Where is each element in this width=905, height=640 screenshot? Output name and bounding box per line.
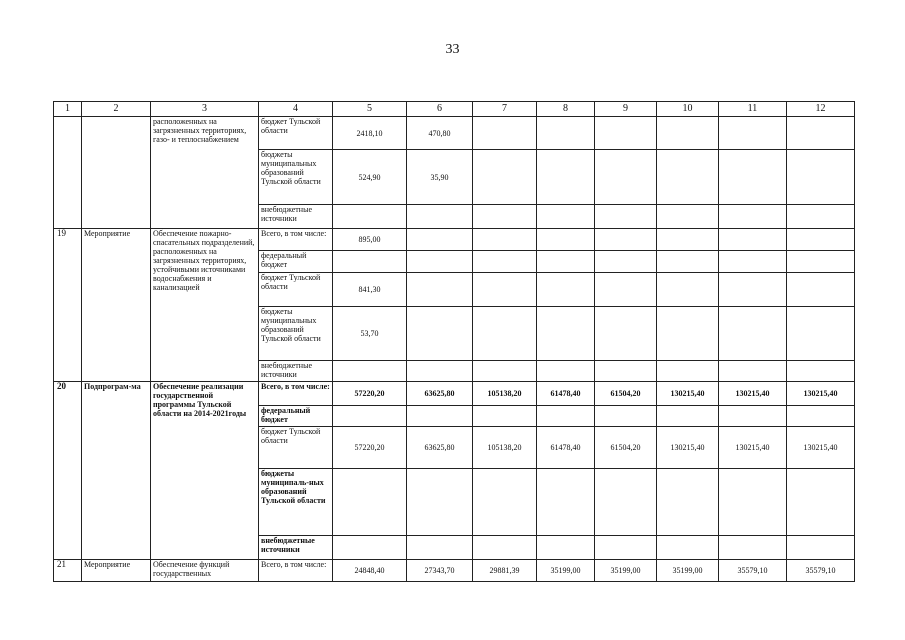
budget-table: [53, 101, 855, 582]
row-description: Обеспечение реализации государственной программы Тульской области на 2014-2021годы: [151, 382, 259, 560]
value-cell: 105138,20: [473, 427, 537, 469]
empty-cell: [595, 307, 657, 361]
table-row: [54, 229, 855, 251]
empty-cell: [537, 251, 595, 273]
empty-cell: [407, 361, 473, 382]
empty-cell: [787, 469, 855, 536]
col-header: 10: [657, 102, 719, 117]
empty-cell: [473, 406, 537, 427]
page-number: 33: [445, 42, 460, 57]
funding-source: бюджеты муниципальных образований Тульской области: [259, 150, 333, 205]
empty-cell: [595, 150, 657, 205]
empty-cell: [787, 406, 855, 427]
empty-cell: [719, 469, 787, 536]
value-cell: 35199,00: [657, 560, 719, 582]
empty-cell: [719, 361, 787, 382]
row-type: [82, 117, 151, 229]
value-cell: 24848,40: [333, 560, 407, 582]
empty-cell: [595, 406, 657, 427]
row-number: [54, 117, 82, 229]
value-cell: 130215,40: [719, 382, 787, 406]
empty-cell: [657, 469, 719, 536]
col-header: 7: [473, 102, 537, 117]
funding-source: бюджет Тульской области: [259, 117, 333, 150]
value-cell: 35579,10: [787, 560, 855, 582]
funding-source: бюджет Тульской области: [259, 427, 333, 469]
value-cell: 61504,20: [595, 427, 657, 469]
col-header: 5: [333, 102, 407, 117]
value-cell: 61478,40: [537, 382, 595, 406]
empty-cell: [719, 273, 787, 307]
value-cell: 61478,40: [537, 427, 595, 469]
funding-source: бюджеты муниципаль-ных образований Тульской области: [259, 469, 333, 536]
empty-cell: [333, 205, 407, 229]
empty-cell: [719, 536, 787, 560]
funding-source: внебюджетные источники: [259, 536, 333, 560]
value-cell: 35199,00: [537, 560, 595, 582]
col-header: 2: [82, 102, 151, 117]
funding-source: внебюджетные источники: [259, 205, 333, 229]
empty-cell: [595, 536, 657, 560]
empty-cell: [407, 251, 473, 273]
row-type: Подпрограм-ма: [82, 382, 151, 560]
col-header: 8: [537, 102, 595, 117]
empty-cell: [719, 150, 787, 205]
empty-cell: [787, 251, 855, 273]
value-cell: 841,30: [333, 273, 407, 307]
funding-source: Всего, в том числе:: [259, 229, 333, 251]
empty-cell: [333, 251, 407, 273]
value-cell: 61504,20: [595, 382, 657, 406]
row-number: 19: [54, 229, 82, 382]
table-row: [54, 560, 855, 582]
funding-source: бюджет Тульской области: [259, 273, 333, 307]
empty-cell: [473, 307, 537, 361]
row-number: 21: [54, 560, 82, 582]
empty-cell: [787, 205, 855, 229]
value-cell: 63625,80: [407, 427, 473, 469]
empty-cell: [787, 273, 855, 307]
empty-cell: [473, 229, 537, 251]
value-cell: 130215,40: [657, 427, 719, 469]
col-header: 11: [719, 102, 787, 117]
value-cell: 895,00: [333, 229, 407, 251]
col-header: 9: [595, 102, 657, 117]
empty-cell: [595, 251, 657, 273]
empty-cell: [473, 117, 537, 150]
empty-cell: [787, 307, 855, 361]
empty-cell: [595, 273, 657, 307]
table-row: [54, 117, 855, 150]
value-cell: 57220,20: [333, 382, 407, 406]
empty-cell: [719, 205, 787, 229]
empty-cell: [657, 273, 719, 307]
value-cell: 53,70: [333, 307, 407, 361]
empty-cell: [657, 229, 719, 251]
funding-source: внебюджетные источники: [259, 361, 333, 382]
funding-source: федеральный бюджет: [259, 251, 333, 273]
empty-cell: [333, 536, 407, 560]
row-type: Мероприятие: [82, 229, 151, 382]
row-description: расположенных на загрязненных территориях, газо- и теплоснабжением: [151, 117, 259, 229]
empty-cell: [719, 251, 787, 273]
empty-cell: [537, 229, 595, 251]
empty-cell: [407, 406, 473, 427]
value-cell: 105138,20: [473, 382, 537, 406]
table-row: [54, 382, 855, 406]
empty-cell: [719, 406, 787, 427]
empty-cell: [407, 307, 473, 361]
value-cell: 35199,00: [595, 560, 657, 582]
empty-cell: [787, 536, 855, 560]
empty-cell: [657, 406, 719, 427]
empty-cell: [537, 117, 595, 150]
value-cell: 470,80: [407, 117, 473, 150]
col-header: 3: [151, 102, 259, 117]
empty-cell: [537, 406, 595, 427]
funding-source: бюджеты муниципальных образований Тульской области: [259, 307, 333, 361]
funding-source: федеральный бюджет: [259, 406, 333, 427]
empty-cell: [595, 361, 657, 382]
row-description: Обеспечение пожарно-спасательных подразделений, расположенных на загрязненных территориях, устойчивыми источниками водоснабжения и канализацией: [151, 229, 259, 382]
empty-cell: [473, 251, 537, 273]
empty-cell: [473, 361, 537, 382]
empty-cell: [787, 229, 855, 251]
col-header: 4: [259, 102, 333, 117]
empty-cell: [407, 273, 473, 307]
empty-cell: [657, 205, 719, 229]
empty-cell: [787, 150, 855, 205]
value-cell: 27343,70: [407, 560, 473, 582]
empty-cell: [595, 205, 657, 229]
value-cell: 130215,40: [719, 427, 787, 469]
empty-cell: [657, 536, 719, 560]
empty-cell: [473, 469, 537, 536]
empty-cell: [787, 117, 855, 150]
empty-cell: [407, 229, 473, 251]
table-body: [54, 102, 855, 582]
empty-cell: [657, 150, 719, 205]
empty-cell: [537, 205, 595, 229]
row-number: 20: [54, 382, 82, 560]
value-cell: 35579,10: [719, 560, 787, 582]
empty-cell: [595, 229, 657, 251]
empty-cell: [473, 273, 537, 307]
value-cell: 29881,39: [473, 560, 537, 582]
empty-cell: [537, 469, 595, 536]
col-header: 12: [787, 102, 855, 117]
funding-source: Всего, в том числе:: [259, 560, 333, 582]
empty-cell: [657, 361, 719, 382]
empty-cell: [537, 150, 595, 205]
value-cell: 524,90: [333, 150, 407, 205]
empty-cell: [595, 117, 657, 150]
empty-cell: [595, 469, 657, 536]
value-cell: 130215,40: [657, 382, 719, 406]
empty-cell: [537, 273, 595, 307]
value-cell: 63625,80: [407, 382, 473, 406]
empty-cell: [473, 205, 537, 229]
header-row: [54, 102, 855, 117]
empty-cell: [657, 307, 719, 361]
value-cell: 130215,40: [787, 427, 855, 469]
empty-cell: [473, 150, 537, 205]
empty-cell: [787, 361, 855, 382]
value-cell: 2418,10: [333, 117, 407, 150]
col-header: 1: [54, 102, 82, 117]
empty-cell: [657, 117, 719, 150]
empty-cell: [537, 536, 595, 560]
empty-cell: [719, 307, 787, 361]
empty-cell: [333, 361, 407, 382]
empty-cell: [537, 307, 595, 361]
col-header: 6: [407, 102, 473, 117]
empty-cell: [407, 536, 473, 560]
empty-cell: [407, 469, 473, 536]
empty-cell: [333, 469, 407, 536]
row-description: Обеспечение функций государственных: [151, 560, 259, 582]
row-type: Мероприятие: [82, 560, 151, 582]
empty-cell: [473, 536, 537, 560]
empty-cell: [657, 251, 719, 273]
value-cell: 57220,20: [333, 427, 407, 469]
empty-cell: [333, 406, 407, 427]
funding-source: Всего, в том числе:: [259, 382, 333, 406]
value-cell: 130215,40: [787, 382, 855, 406]
empty-cell: [407, 205, 473, 229]
empty-cell: [719, 117, 787, 150]
value-cell: 35,90: [407, 150, 473, 205]
empty-cell: [719, 229, 787, 251]
empty-cell: [537, 361, 595, 382]
